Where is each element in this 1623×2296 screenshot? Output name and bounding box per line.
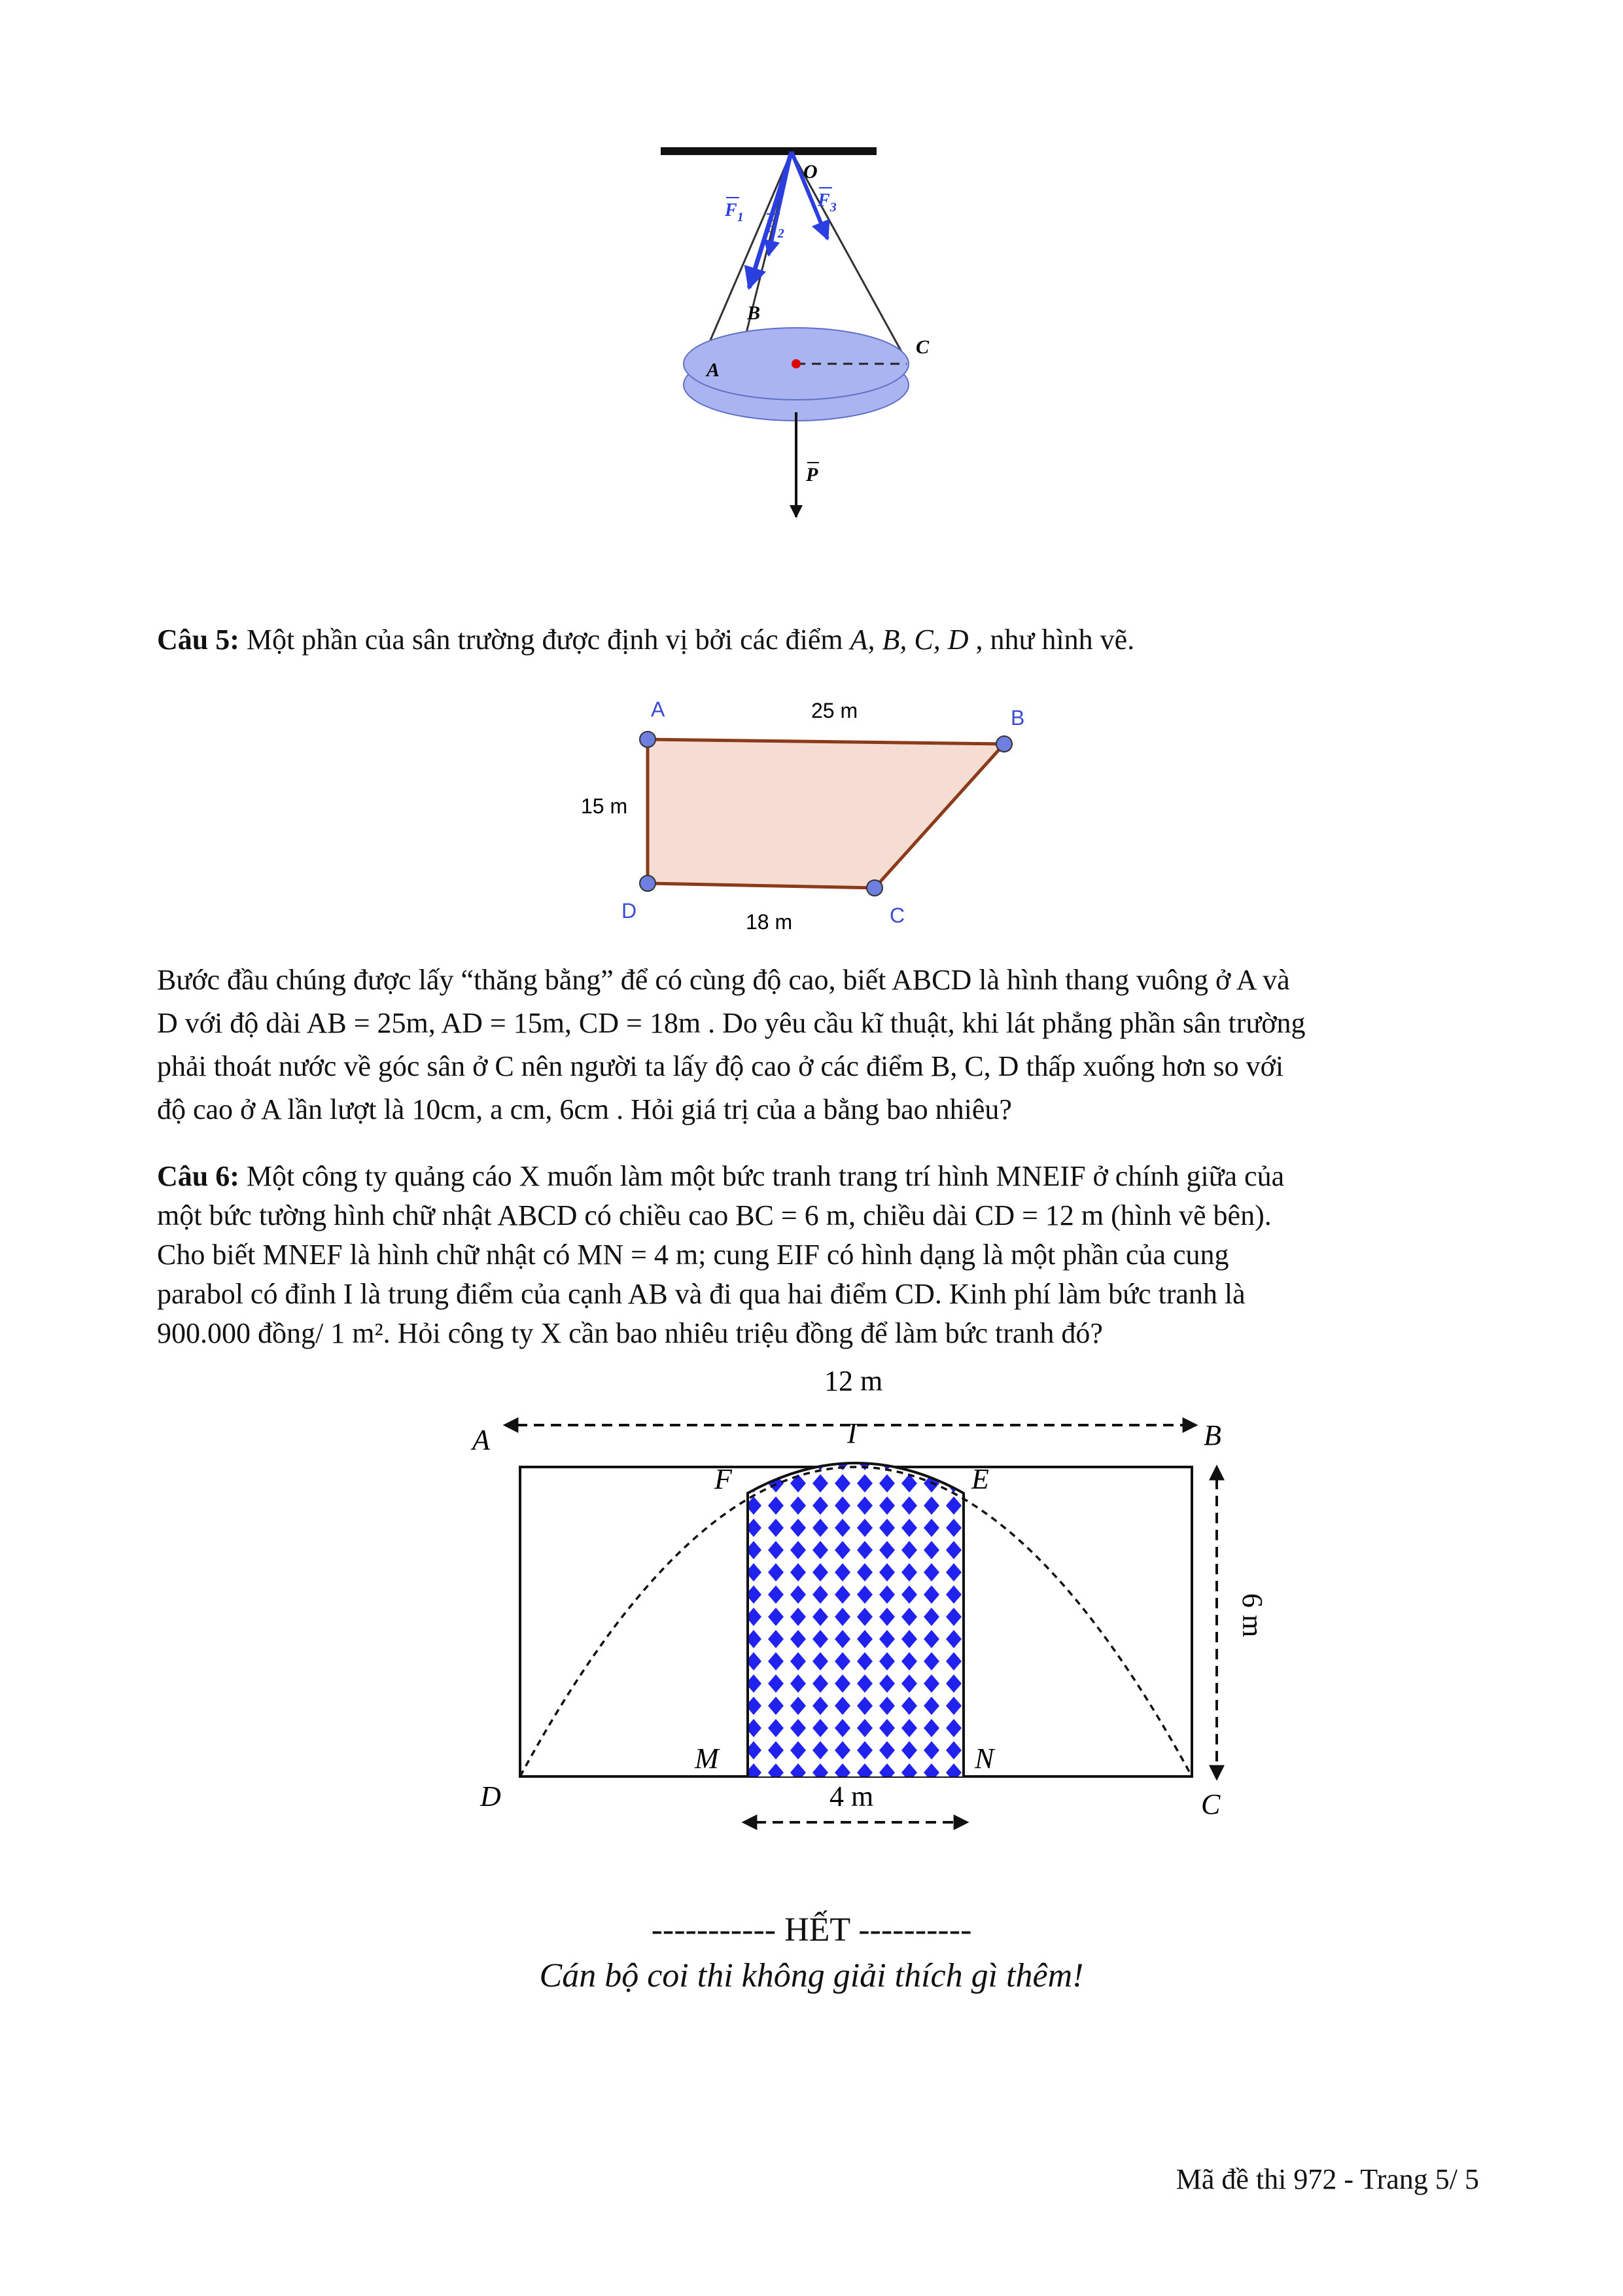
point-d	[640, 875, 655, 891]
label-b: B	[1011, 706, 1025, 730]
point-c	[867, 880, 882, 896]
label-d: D	[621, 899, 637, 923]
label-m: M	[695, 1742, 719, 1775]
q5-tail: , như hình vẽ.	[975, 624, 1135, 656]
page-footer: Mã đề thi 972 - Trang 5/ 5	[1176, 2163, 1479, 2195]
q6-line4: parabol có đỉnh I là trung điểm của cạnh AB và đi qua hai điểm CD. Kinh phí làm bức tranh là	[157, 1278, 1246, 1310]
q6-line2: một bức tường hình chữ nhật ABCD có chiều cao BC = 6 m, chiều dài CD = 12 m (hình vẽ bên).	[157, 1199, 1272, 1231]
q5-text: Một phần của sân trường được định vị bởi các điểm	[246, 624, 843, 656]
label-f3: $F_3$	[818, 190, 837, 215]
label-c: C	[916, 336, 930, 358]
q5-body	[157, 959, 1478, 1131]
q6-line5: 900.000 đồng/ 1 m². Hỏi công ty X cần bao nhiêu triệu đồng để làm bức tranh đó?	[157, 1317, 1103, 1349]
label-f1: $F_1$	[725, 200, 744, 224]
center-point	[792, 359, 801, 368]
label-a: A	[707, 359, 720, 381]
proctor-note: Cán bộ coi thi không giải thích gì thêm!	[539, 1957, 1084, 1994]
q5-line1: Bước đầu chúng được lấy “thăng bằng” để có cùng độ cao, biết ABCD là hình thang vuông ở A và	[157, 964, 1290, 996]
q6-body	[157, 1157, 1478, 1353]
label-d: D	[480, 1780, 501, 1812]
label-cd-length: 18 m	[746, 910, 793, 934]
label-c: C	[1201, 1788, 1221, 1820]
q5-line2: D với độ dài AB = 25m, AD = 15m, CD = 18m . Do yêu cầu kĩ thuật, khi lát phẳng phần sân trường	[157, 1007, 1306, 1039]
label-e: E	[971, 1463, 989, 1495]
schoolyard-trapezoid-figure	[523, 677, 1099, 939]
label-n: N	[975, 1742, 994, 1775]
label-b: B	[1204, 1419, 1221, 1451]
height-label: 6 m	[1236, 1593, 1268, 1638]
trapezoid-abcd	[648, 739, 1004, 888]
q5-line4: độ cao ở A lần lượt là 10cm, a cm, 6cm . Hỏi giá trị của a bằng bao nhiêu?	[157, 1093, 1012, 1125]
point-b	[996, 736, 1012, 752]
q5-points: A, B, C, D	[850, 624, 969, 656]
label-c: C	[890, 904, 905, 927]
q6-line1: Câu 6: Một công ty quảng cáo X muốn làm một bức tranh trang trí hình MNEIF ở chính giữa của	[157, 1160, 1285, 1192]
q5-label: Câu 5:	[157, 624, 239, 656]
label-ab-length: 25 m	[811, 699, 858, 722]
end-marker: ----------- HẾT ----------	[651, 1911, 972, 1949]
force-diagram	[602, 124, 1027, 543]
label-f: F	[714, 1463, 732, 1495]
point-a	[640, 732, 655, 747]
label-a: A	[651, 698, 665, 721]
label-f2: $F_2$	[765, 217, 784, 241]
label-b: B	[747, 302, 761, 324]
label-ad-length: 15 m	[581, 794, 628, 818]
q6-label: Câu 6:	[157, 1160, 239, 1192]
q5-intro	[157, 618, 1478, 662]
label-p: P	[806, 464, 818, 486]
label-i: I	[847, 1417, 857, 1449]
painting-wall-figure	[458, 1361, 1308, 1832]
width-label: 12 m	[824, 1365, 883, 1397]
q5-line3: phải thoát nước về góc sân ở C nên người ta lấy độ cao ở các điểm B, C, D thấp xuống hơn so với	[157, 1050, 1284, 1082]
label-o: O	[803, 161, 818, 183]
q6-line3: Cho biết MNEF là hình chữ nhật có MN = 4 m; cung EIF có hình dạng là một phần của cung	[157, 1239, 1229, 1271]
label-a: A	[472, 1424, 490, 1456]
ceiling-bar	[661, 147, 877, 155]
mn-label: 4 m	[829, 1780, 874, 1812]
